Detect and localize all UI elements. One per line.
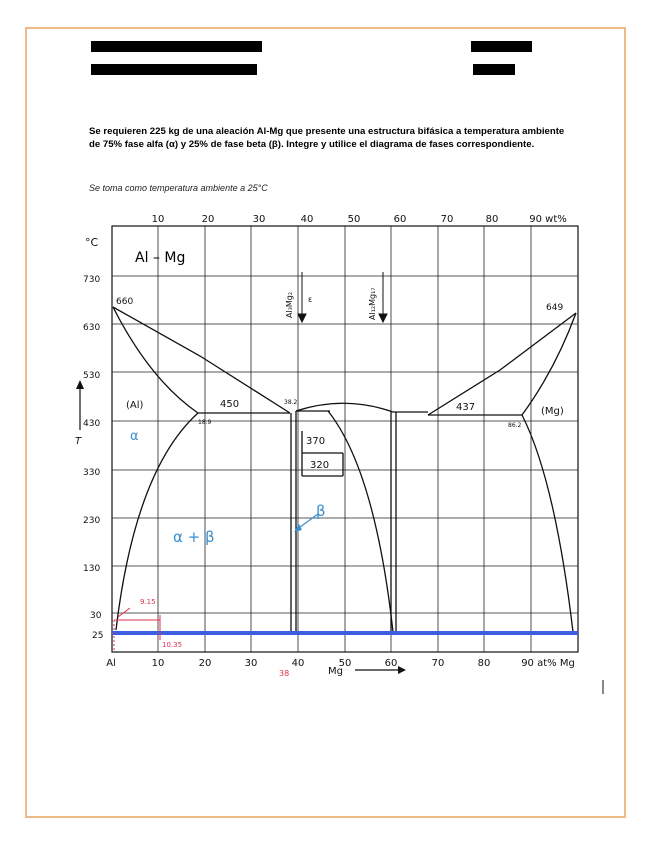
- problem-statement: Se requieren 225 kg de una aleación Al-Mg que presente una estructura bifásica a temperatura ambiente de 75% fase alfa (α) y 25% de fase beta (β). Integre y utilice el diagrama de fases correspondiente.: [89, 126, 565, 150]
- top-tick: 50: [347, 214, 361, 225]
- top-tick: 40: [300, 214, 314, 225]
- ann-9-15: 9.15: [140, 598, 156, 606]
- y-tick: 230: [83, 516, 101, 526]
- bottom-tick: 40: [291, 658, 305, 669]
- y-tick: 330: [83, 468, 101, 478]
- bottom-tick: Al: [106, 658, 116, 669]
- ann-10-35: 10.35: [162, 641, 183, 649]
- y-axis-label: T: [75, 436, 82, 447]
- bottom-tick: 90 at% Mg: [521, 658, 575, 669]
- y-tick: 630: [83, 323, 101, 333]
- phase-boundaries: [113, 307, 576, 632]
- vertical-grid: [158, 226, 531, 652]
- top-tick: 70: [440, 214, 454, 225]
- label-320: 320: [310, 460, 330, 471]
- top-tick: 60: [393, 214, 407, 225]
- bottom-tick: 20: [198, 658, 212, 669]
- y-tick: 430: [83, 419, 101, 429]
- diagram-labels: [116, 287, 564, 471]
- top-tick: 30: [252, 214, 266, 225]
- hand-beta: β: [316, 502, 326, 520]
- top-tick: 10: [151, 214, 165, 225]
- label-18-9: 18.9: [198, 419, 212, 426]
- hand-alpha: α: [130, 429, 139, 444]
- bottom-tick: 50: [338, 658, 352, 669]
- top-tick: 20: [201, 214, 215, 225]
- bottom-tick: 30: [244, 658, 258, 669]
- label-phase-al: (Al): [126, 400, 144, 411]
- top-axis-ticks: [152, 214, 567, 225]
- label-al12mg17: Al₁₂Mg₁₇: [368, 287, 377, 320]
- label-437: 437: [456, 402, 476, 413]
- label-370: 370: [306, 436, 326, 447]
- y-tick: 730: [83, 275, 101, 285]
- x-axis-arrowhead: [398, 666, 406, 674]
- ann-38: 38: [279, 669, 290, 678]
- temperature-note: Se toma como temperatura ambiente a 25°C: [89, 183, 268, 193]
- label-86-2: 86.2: [508, 422, 522, 429]
- label-phase-mg: (Mg): [541, 406, 564, 417]
- bottom-tick: 70: [431, 658, 445, 669]
- y-axis-arrowhead: [76, 380, 84, 389]
- red-annotations: [114, 608, 160, 652]
- hand-alpha-beta: α + β: [173, 528, 215, 546]
- label-660: 660: [116, 297, 134, 307]
- y-axis-ticks: [83, 275, 103, 641]
- y-tick: 130: [83, 564, 101, 574]
- label-al3mg2: Al₃Mg₂: [285, 291, 294, 318]
- y-tick: 530: [83, 371, 101, 381]
- degree-unit: °C: [85, 236, 99, 249]
- bottom-tick: 60: [384, 658, 398, 669]
- label-649: 649: [546, 303, 564, 313]
- y-tick: 25: [92, 631, 104, 641]
- x-axis-label: Mg: [328, 666, 343, 677]
- y-tick: 30: [90, 611, 102, 621]
- label-38-2: 38.2: [284, 399, 298, 406]
- label-450: 450: [220, 399, 240, 410]
- title-al-mg: Al – Mg: [135, 250, 186, 266]
- bottom-tick: 80: [477, 658, 491, 669]
- top-tick: 90 wt%: [529, 214, 567, 225]
- label-epsilon: ε: [308, 295, 313, 304]
- bottom-tick: 10: [151, 658, 165, 669]
- top-tick: 80: [485, 214, 499, 225]
